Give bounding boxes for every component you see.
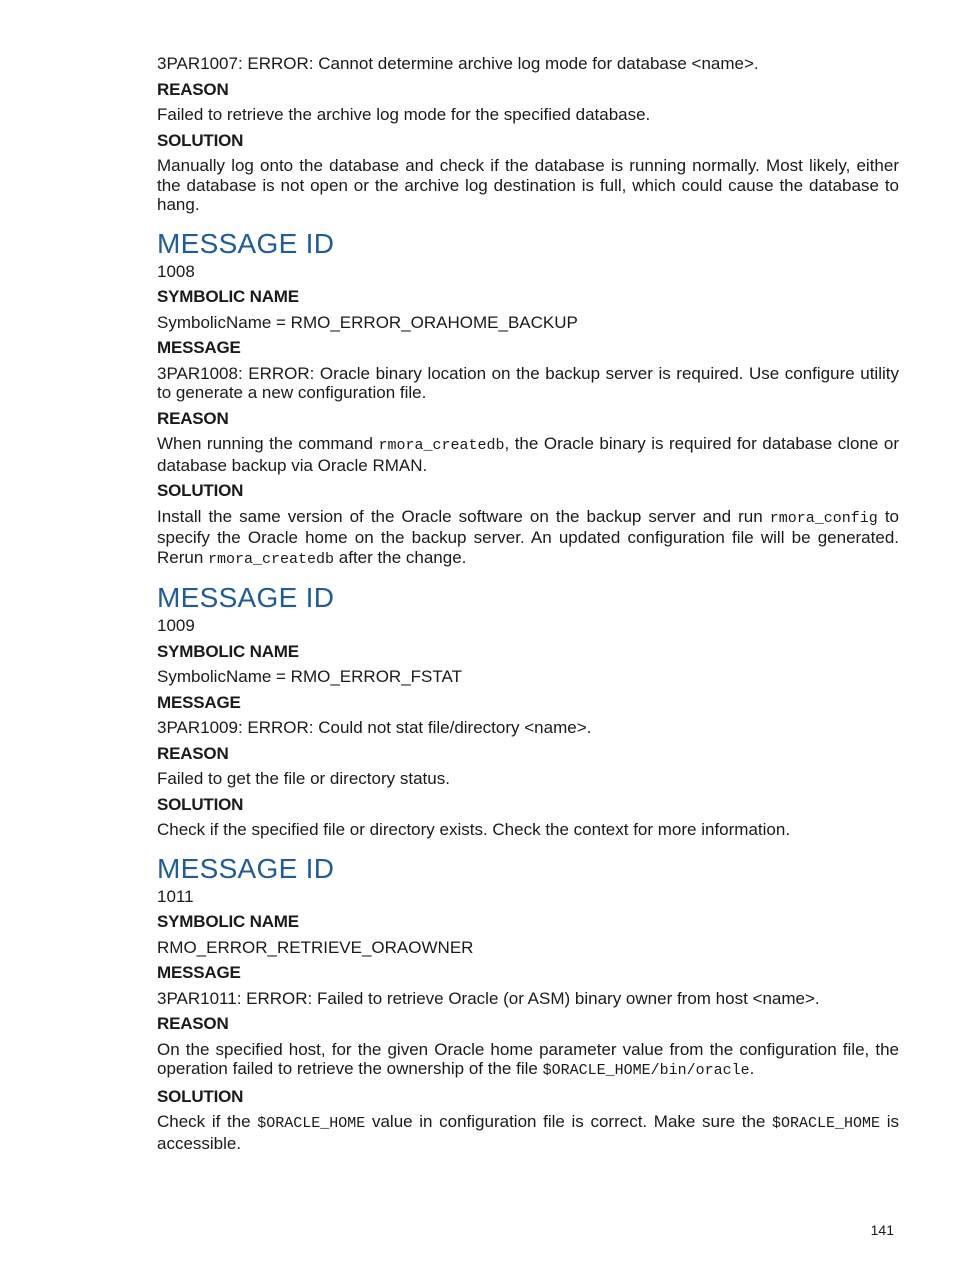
symbolic-name-label: SYMBOLIC NAME — [157, 912, 299, 931]
symbolic-name-value: RMO_ERROR_RETRIEVE_ORAOWNER — [157, 937, 474, 957]
reason-label: REASON — [157, 1014, 229, 1033]
message-text: 3PAR1008: ERROR: Oracle binary location on the backup server is required. Use configure utility to generate a new configuration file. — [157, 363, 899, 402]
message-id-value: 1011 — [157, 886, 194, 906]
message-text: 3PAR1009: ERROR: Could not stat file/directory <name>. — [157, 718, 592, 737]
solution-label: SOLUTION — [157, 481, 244, 500]
command-code: rmora_createdb — [378, 437, 505, 454]
solution-1007-text: Manually log onto the database and check if the database is running normally. Most likely, either the database is not open or the archive log destination is full, which could cause the database to hang. — [157, 156, 899, 214]
solution-label: SOLUTION — [157, 130, 244, 150]
reason-label: REASON — [157, 408, 229, 428]
command-code: $ORACLE_HOME — [772, 1115, 881, 1132]
reason-label: REASON — [157, 743, 229, 763]
page-content — [157, 54, 899, 1153]
page-number: 141 — [870, 1222, 894, 1238]
message-text: 3PAR1011: ERROR: Failed to retrieve Oracle (or ASM) binary owner from host <name>. — [157, 988, 820, 1008]
message-id-heading: MESSAGE ID — [157, 582, 335, 613]
symbolic-name-label: SYMBOLIC NAME — [157, 287, 299, 306]
reason-text: When running the command rmora_createdb, the Oracle binary is required for database clone or database backup via Oracle RMAN. — [157, 434, 899, 475]
solution-text: Check if the specified file or directory exists. Check the context for more information. — [157, 820, 791, 839]
command-code: rmora_config — [769, 509, 878, 527]
message-id-heading: MESSAGE ID — [157, 852, 335, 884]
message-id-value: 1009 — [157, 616, 195, 635]
message-1007-text: 3PAR1007: ERROR: Cannot determine archive log mode for database <name>. — [157, 54, 759, 73]
command-code: $ORACLE_HOME/bin/oracle — [542, 1062, 750, 1079]
message-id-value: 1008 — [157, 261, 195, 281]
reason-1007-text: Failed to retrieve the archive log mode for the specified database. — [157, 105, 651, 124]
command-code: rmora_createdb — [208, 550, 335, 568]
message-label: MESSAGE — [157, 963, 241, 982]
reason-label: REASON — [157, 79, 229, 99]
message-label: MESSAGE — [157, 692, 241, 712]
symbolic-name-label: SYMBOLIC NAME — [157, 641, 299, 661]
symbolic-name-value: SymbolicName = RMO_ERROR_FSTAT — [157, 667, 462, 686]
reason-text: On the specified host, for the given Oracle home parameter value from the configuration file, the operation failed to retrieve the ownership of the file $ORACLE_HOME/bin/oracle. — [157, 1039, 899, 1079]
solution-text: Install the same version of the Oracle software on the backup server and run rmora_config to specify the Oracle home on the backup server. An updated configuration file will be generated. Rerun rmora_createdb after the change. — [157, 506, 899, 568]
solution-label: SOLUTION — [157, 794, 244, 814]
message-label: MESSAGE — [157, 338, 241, 357]
solution-text: Check if the $ORACLE_HOME value in configuration file is correct. Make sure the $ORACLE_HOME is accessible. — [157, 1112, 899, 1153]
command-code: $ORACLE_HOME — [257, 1115, 366, 1132]
solution-label: SOLUTION — [157, 1086, 244, 1106]
message-id-heading: MESSAGE ID — [157, 227, 335, 259]
symbolic-name-value: SymbolicName = RMO_ERROR_ORAHOME_BACKUP — [157, 312, 578, 332]
reason-text: Failed to get the file or directory status. — [157, 769, 450, 788]
